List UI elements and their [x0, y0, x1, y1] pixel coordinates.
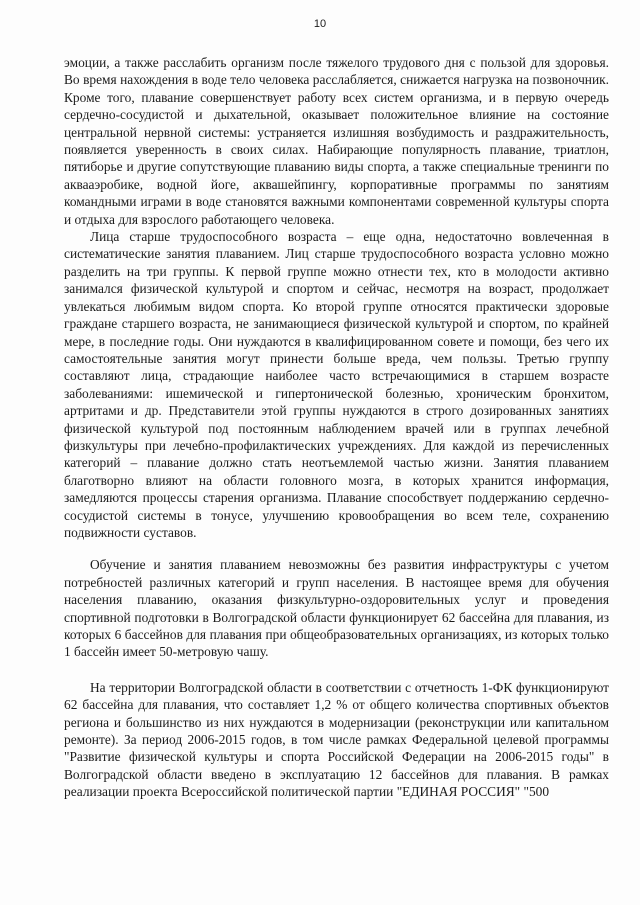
page-number: 10: [313, 18, 327, 30]
paragraph-older-adults: Лица старше трудоспособного возраста – еще одна, недостаточно вовлеченная в систематические занятия плаванием. Лиц старше трудоспособного возраста условно можно разделить на три группы. К первой группе можно отнести тех, кто в молодости активно занимался физической культурой и спортом и сейчас, несмотря на возраст, продолжает увлекаться любимым видом спорта. Ко второй группе относятся практически здоровые граждане старшего возраста, не занимающиеся физической культурой и спортом, по крайней мере, в последние годы. Они нуждаются в квалифицированном совете и помощи, без чего их самостоятельные занятия могут принести больше вреда, чем пользы. Третью группу составляют лица, страдающие наиболее часто встречающимися в старшем возрасте заболеваниями: ишемической и гипертонической болезнью, хроническим бронхитом, артритами и др. Представители этой группы нуждаются в строго дозированных занятиях физической культурой под постоянным наблюдением врачей или в группах лечебной физкультуры при лечебно-профилактических учреждениях. Для каждой из перечисленных категорий – плавание должно стать неотъемлемой частью жизни. Занятия плаванием благотворно влияют на области головного мозга, в которых хранится информация, замедляются процессы старения организма. Плавание способствует поддержанию сердечно-сосудистой системы в тонусе, улучшению кровообращения во всем теле, сохранению подвижности суставов.: [64, 229, 609, 540]
document-body: [64, 54, 609, 801]
paragraph-infrastructure: Обучение и занятия плаванием невозможны без развития инфраструктуры с учетом потребностей различных категорий и групп населения. В настоящее время для обучения населения плаванию, оказания физкультурно-оздоровительных услуг и проведения спортивной подготовки в Волгоградской области функционирует 62 бассейна для плавания, из которых 6 бассейнов для плавания при общеобразовательных организациях, из которых только 1 бассейн имеет 50-метровую чашу.: [64, 557, 609, 660]
paragraph-intro-continuation: эмоции, а также расслабить организм после тяжелого трудового дня с пользой для здоровья. Во время нахождения в воде тело человека расслабляется, снижается нагрузка на позвоночник. Кроме того, плавание совершенствует работу всех систем организма, и в первую очередь сердечно-сосудистой и дыхательной, оказывает положительное влияние на состояние центральной нервной системы: устраняется излишняя возбудимость и раздражительность, появляется уверенность в своих силах. Набирающие популярность плавание, триатлон, пятиборье и другие сопутствующие плаванию виды спорта, а также специальные тренинги по аквааэробике, водной йоге, аквашейпингу, корпоративные программы по занятиям командными играми в воде становятся важными компонентами современной культуры спорта и отдыха для взрослого работающего человека.: [64, 55, 609, 227]
paragraph-volgograd-pools: На территории Волгоградской области в соответствии с отчетность 1-ФК функционируют 62 бассейна для плавания, что составляет 1,2 % от общего количества спортивных объектов региона и большинство из них нуждаются в модернизации (реконструкции или капитальном ремонте). За период 2006-2015 годов, в том числе рамках Федеральной целевой программы "Развитие физической культуры и спорта Российской Федерации на 2006-2015 годы" в Волгоградской области введено в эксплуатацию 12 бассейнов для плавания. В рамках реализации проекта Всероссийской политической партии "ЕДИНАЯ РОССИЯ" "500: [64, 679, 609, 800]
